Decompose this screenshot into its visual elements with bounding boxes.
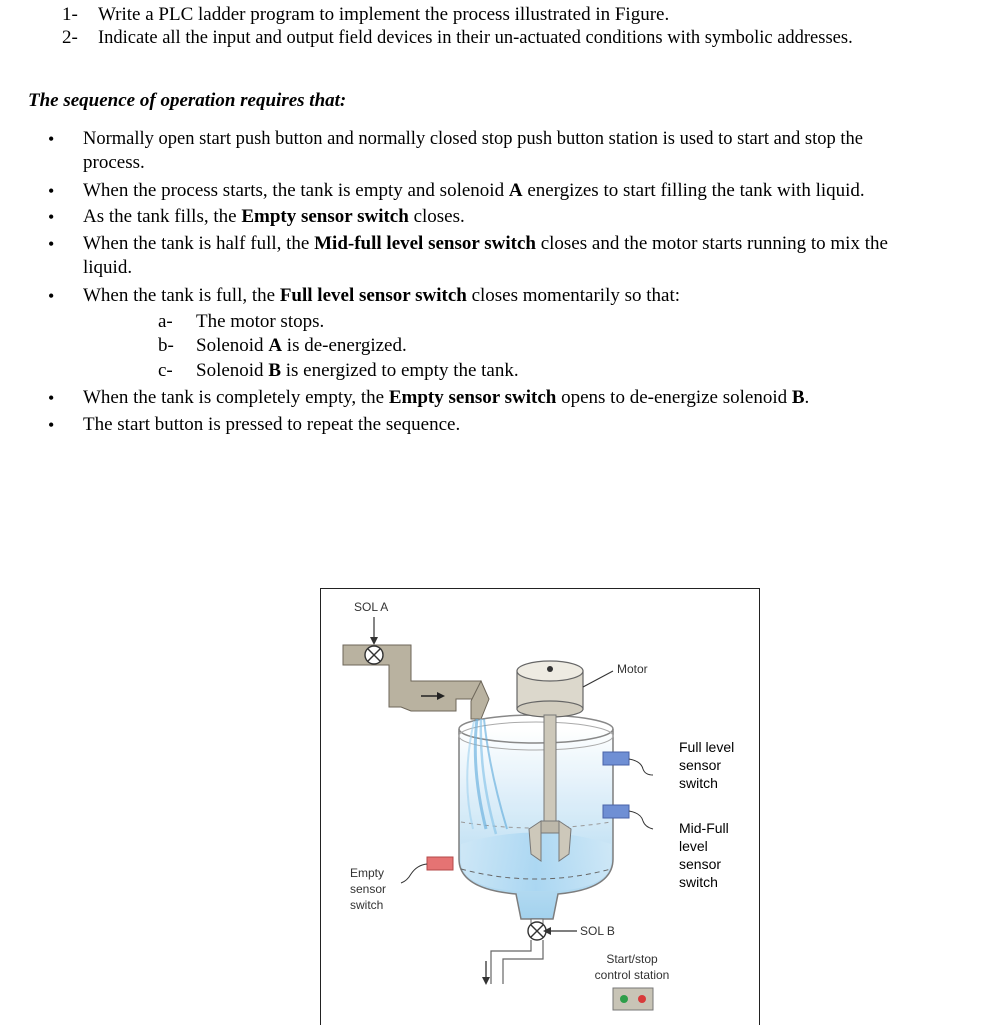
empty-sensor (427, 857, 453, 870)
bullet-dot: • (48, 234, 55, 254)
mid-full-leader (629, 811, 653, 829)
bullet-4 (83, 233, 888, 255)
bullet-dot: • (48, 415, 55, 435)
mid-full-label-line: sensor (679, 856, 722, 872)
bullet-5-text-end: closes momentarily so that: (466, 285, 681, 306)
task-1-text: Write a PLC ladder program to implement the process illustrated in Figure. (98, 4, 670, 25)
sequence-heading: The sequence of operation requires that: (28, 90, 347, 111)
process-figure (320, 588, 760, 1025)
subitem-a-label: a- (158, 311, 173, 332)
bullet-6-text-end: . (804, 387, 810, 408)
bullet-6-text-mid: opens to de-energize solenoid (556, 387, 792, 408)
bullet-4-line-2: liquid. (83, 257, 133, 278)
bullet-4-bold: Mid-full level sensor switch (314, 233, 536, 254)
subitem-b-bold: A (268, 335, 283, 356)
mid-full-label-line: Mid-Full (679, 820, 729, 836)
full-level-sensor (603, 752, 629, 765)
subitem-b (196, 335, 407, 357)
start-stop-label-line: control station (594, 968, 670, 982)
motor-leader-line (583, 671, 613, 687)
empty-sensor-label-line: Empty (350, 866, 385, 880)
bullet-2 (83, 180, 865, 202)
bullet-3 (83, 206, 465, 228)
subitem-c (196, 360, 519, 382)
bullet-4-text-end: closes and the motor starts running to mix the (535, 233, 888, 254)
bullet-dot: • (48, 181, 55, 201)
task-1-number: 1- (62, 4, 78, 25)
subitem-b-text: Solenoid (196, 335, 269, 356)
subitem-b-label: b- (158, 335, 174, 356)
mid-full-label-line: switch (679, 874, 718, 890)
bullet-3-bold: Empty sensor switch (241, 206, 409, 227)
bullet-3-text: As the tank fills, the (83, 206, 242, 227)
start-stop-station (613, 988, 653, 1010)
tank-diagram (321, 589, 759, 1025)
bullet-5 (83, 285, 680, 307)
empty-sensor-leader (401, 864, 427, 883)
task-2-text: Indicate all the input and output field devices in their un-actuated conditions with symbolic addresses. (98, 28, 853, 48)
bullet-5-bold: Full level sensor switch (279, 285, 467, 306)
bullet-7: The start button is pressed to repeat the sequence. (83, 414, 461, 435)
subitem-c-label: c- (158, 360, 173, 381)
start-button-icon (620, 995, 628, 1003)
subitem-c-text-end: is energized to empty the tank. (281, 360, 519, 381)
empty-sensor-label (350, 865, 386, 913)
bullet-1-line-1: Normally open start push button and normally closed stop push button station is used to start and stop the (83, 129, 863, 149)
bullet-dot: • (48, 286, 55, 306)
drain-pipe (491, 940, 543, 984)
bullet-2-bold: A (508, 180, 523, 201)
mid-full-label-line: level (679, 838, 708, 854)
bullet-1-line-2: process. (83, 152, 145, 173)
bullet-6-bold-2: B (791, 387, 805, 408)
sol-a-label: SOL A (354, 600, 389, 614)
bullet-6-bold: Empty sensor switch (388, 387, 557, 408)
bullet-5-text: When the tank is full, the (83, 285, 280, 306)
motor-label: Motor (617, 662, 648, 676)
bullet-dot: • (48, 207, 55, 227)
full-level-leader (629, 759, 653, 775)
empty-sensor-label-line: sensor (350, 882, 387, 896)
subitem-b-text-end: is de-energized. (282, 335, 407, 356)
mixer-shaft (544, 715, 556, 830)
bullet-6-text: When the tank is completely empty, the (83, 387, 389, 408)
bullet-dot: • (48, 129, 55, 149)
mid-full-label (679, 819, 729, 891)
subitem-c-text: Solenoid (196, 360, 269, 381)
start-stop-label (587, 951, 677, 983)
bullet-4-text: When the tank is half full, the (83, 233, 315, 254)
sol-a-arrowhead (370, 637, 378, 645)
subitem-a-text: The motor stops. (196, 311, 325, 332)
full-level-label (679, 738, 734, 792)
bullet-2-text: When the process starts, the tank is empty and solenoid (83, 180, 509, 201)
bullet-6 (83, 387, 809, 409)
full-level-label-line: switch (679, 775, 718, 791)
bullet-3-text-end: closes. (408, 206, 465, 227)
full-level-label-line: sensor (679, 757, 722, 773)
mid-full-level-sensor (603, 805, 629, 818)
bullet-dot: • (48, 388, 55, 408)
empty-sensor-label-line: switch (350, 898, 384, 912)
full-level-label-line: Full level (679, 739, 735, 755)
sol-b-label: SOL B (580, 924, 615, 938)
subitem-c-bold: B (268, 360, 281, 381)
task-2-number: 2- (62, 27, 78, 48)
start-stop-label-line: Start/stop (606, 952, 658, 966)
bullet-2-text-end: energizes to start filling the tank with liquid. (522, 180, 865, 201)
stop-button-icon (638, 995, 646, 1003)
